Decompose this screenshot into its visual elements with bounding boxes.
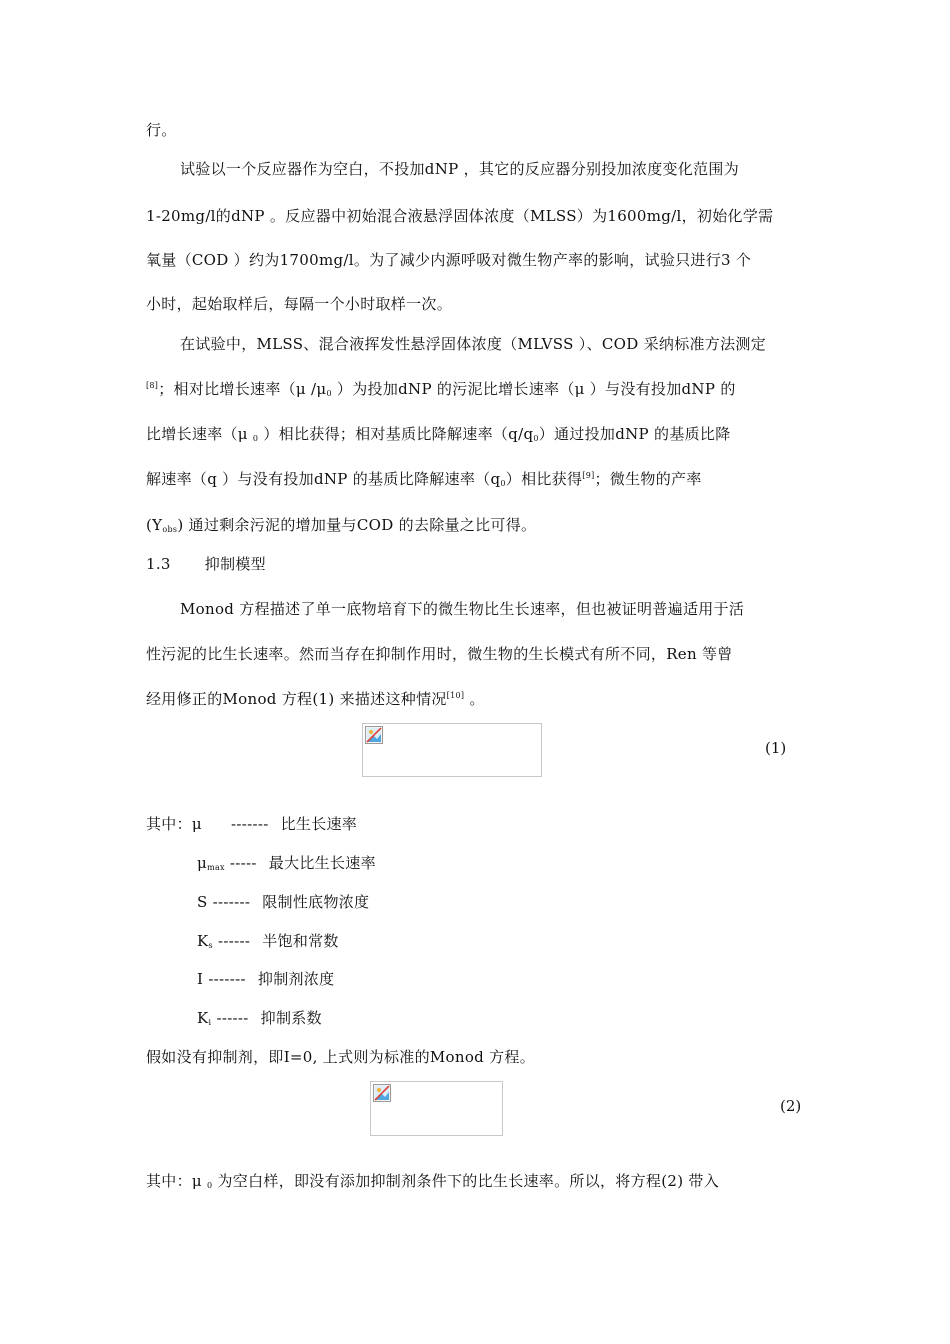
- broken-image-icon: [373, 1084, 391, 1102]
- definition-symbol: K: [197, 932, 209, 950]
- para-text-line: 在试验中，MLSS、混合液挥发性悬浮固体浓度（MLVSS ）、COD 采纳标准方法测定: [180, 335, 767, 353]
- equation-2-number: (2): [780, 1097, 802, 1115]
- definition-dash: -------: [212, 893, 251, 911]
- equation-1-number: (1): [765, 739, 787, 757]
- text-span: ）通过投加dNP 的基质比降: [538, 425, 731, 443]
- text-span: ；相对比增长速率（μ /μ: [158, 380, 327, 398]
- para-text-line: 氧量（COD ）约为1700mg/l。为了减少内源呼吸对微生物产率的影响，试验只进行3 个: [146, 251, 752, 269]
- definition-row: [197, 1007, 322, 1028]
- definition-dash: ------: [218, 932, 251, 950]
- definition-dash: ------: [216, 1009, 249, 1027]
- definition-symbol: S: [197, 893, 208, 911]
- text-span: (Y: [146, 516, 163, 534]
- definition-symbol: μ: [197, 854, 208, 872]
- section-title: 抑制模型: [204, 555, 266, 573]
- para-text-line: 试验以一个反应器作为空白，不投加dNP ，其它的反应器分别投加浓度变化范围为: [180, 160, 739, 178]
- para-text-line: 小时，起始取样后，每隔一个小时取样一次。: [146, 295, 453, 313]
- subscript: s: [208, 941, 213, 950]
- text-span: 。: [464, 690, 485, 708]
- broken-image-icon: [365, 726, 383, 744]
- para-text-line: [146, 514, 536, 535]
- definition-row: [231, 813, 357, 834]
- definition-symbol: I: [197, 970, 204, 988]
- text-span: 比增长速率（μ: [146, 425, 253, 443]
- citation: [10]: [446, 691, 465, 700]
- definition-desc: 最大比生长速率: [268, 854, 376, 872]
- subscript: 0: [252, 434, 259, 443]
- citation: [8]: [146, 381, 159, 390]
- para-text-line: Monod 方程描述了单一底物培育下的微生物比生长速率，但也被证明普遍适用于活: [180, 600, 745, 618]
- section-heading: [146, 553, 266, 574]
- text-span: 解速率（q ）与没有投加dNP 的基质比降解速率（q: [146, 470, 501, 488]
- equation-1-image: [362, 723, 542, 777]
- equation-2-image: [370, 1081, 503, 1136]
- subscript: 0: [533, 434, 539, 443]
- para-text-line: 假如没有抑制剂，即I=0, 上式则为标准的Monod 方程。: [146, 1048, 536, 1066]
- definition-symbol: K: [197, 1009, 209, 1027]
- text-span: 为空白样，即没有添加抑制剂条件下的比生长速率。所以，将方程(2) 带入: [212, 1172, 720, 1190]
- definition-desc: 抑制系数: [260, 1009, 322, 1027]
- definition-dash: -------: [231, 815, 269, 833]
- subscript: i: [208, 1018, 212, 1027]
- para-text-line: [146, 1170, 719, 1191]
- definition-row: [197, 930, 339, 951]
- section-number: 1.3: [146, 555, 171, 573]
- para-text-line: [146, 468, 702, 489]
- definition-row: [197, 891, 369, 912]
- definition-dash: -------: [208, 970, 246, 988]
- citation: [9]: [582, 471, 595, 480]
- definition-desc: 限制性底物浓度: [262, 893, 370, 911]
- text-span: ）相比获得；相对基质比降解速率（q/q: [258, 425, 534, 443]
- definition-dash: -----: [229, 854, 257, 872]
- para-text-line: [146, 688, 485, 709]
- definition-desc: 比生长速率: [280, 815, 358, 833]
- para-text-line: [146, 378, 736, 399]
- text-span: 其中：μ: [146, 1172, 208, 1190]
- definition-row: [197, 968, 334, 989]
- where-line: 其中：μ: [146, 815, 202, 833]
- subscript: obs: [162, 525, 178, 534]
- para-text-line: 1-20mg/l的dNP 。反应器中初始混合液悬浮固体浓度（MLSS）为1600mg/l，初始化学需: [146, 207, 774, 225]
- text-span: ；微生物的产率: [594, 470, 702, 488]
- text-span: ）相比获得: [505, 470, 583, 488]
- para-text-line: 性污泥的比生长速率。然而当存在抑制作用时，微生物的生长模式有所不同，Ren 等曾: [146, 645, 733, 663]
- definition-row: [197, 852, 376, 873]
- text-span: 经用修正的Monod 方程(1) 来描述这种情况: [146, 690, 447, 708]
- text-span: ）为投加dNP 的污泥比增长速率（μ ）与没有投加dNP 的: [331, 380, 736, 398]
- definition-desc: 抑制剂浓度: [257, 970, 335, 988]
- para-end-line: 行。: [146, 121, 177, 139]
- subscript: max: [207, 863, 225, 872]
- subscript: 0: [326, 389, 332, 398]
- subscript: 0: [500, 479, 506, 488]
- text-span: ) 通过剩余污泥的增加量与COD 的去除量之比可得。: [177, 516, 537, 534]
- definition-desc: 半饱和常数: [262, 932, 339, 950]
- subscript: 0: [207, 1181, 213, 1190]
- para-text-line: [146, 423, 731, 444]
